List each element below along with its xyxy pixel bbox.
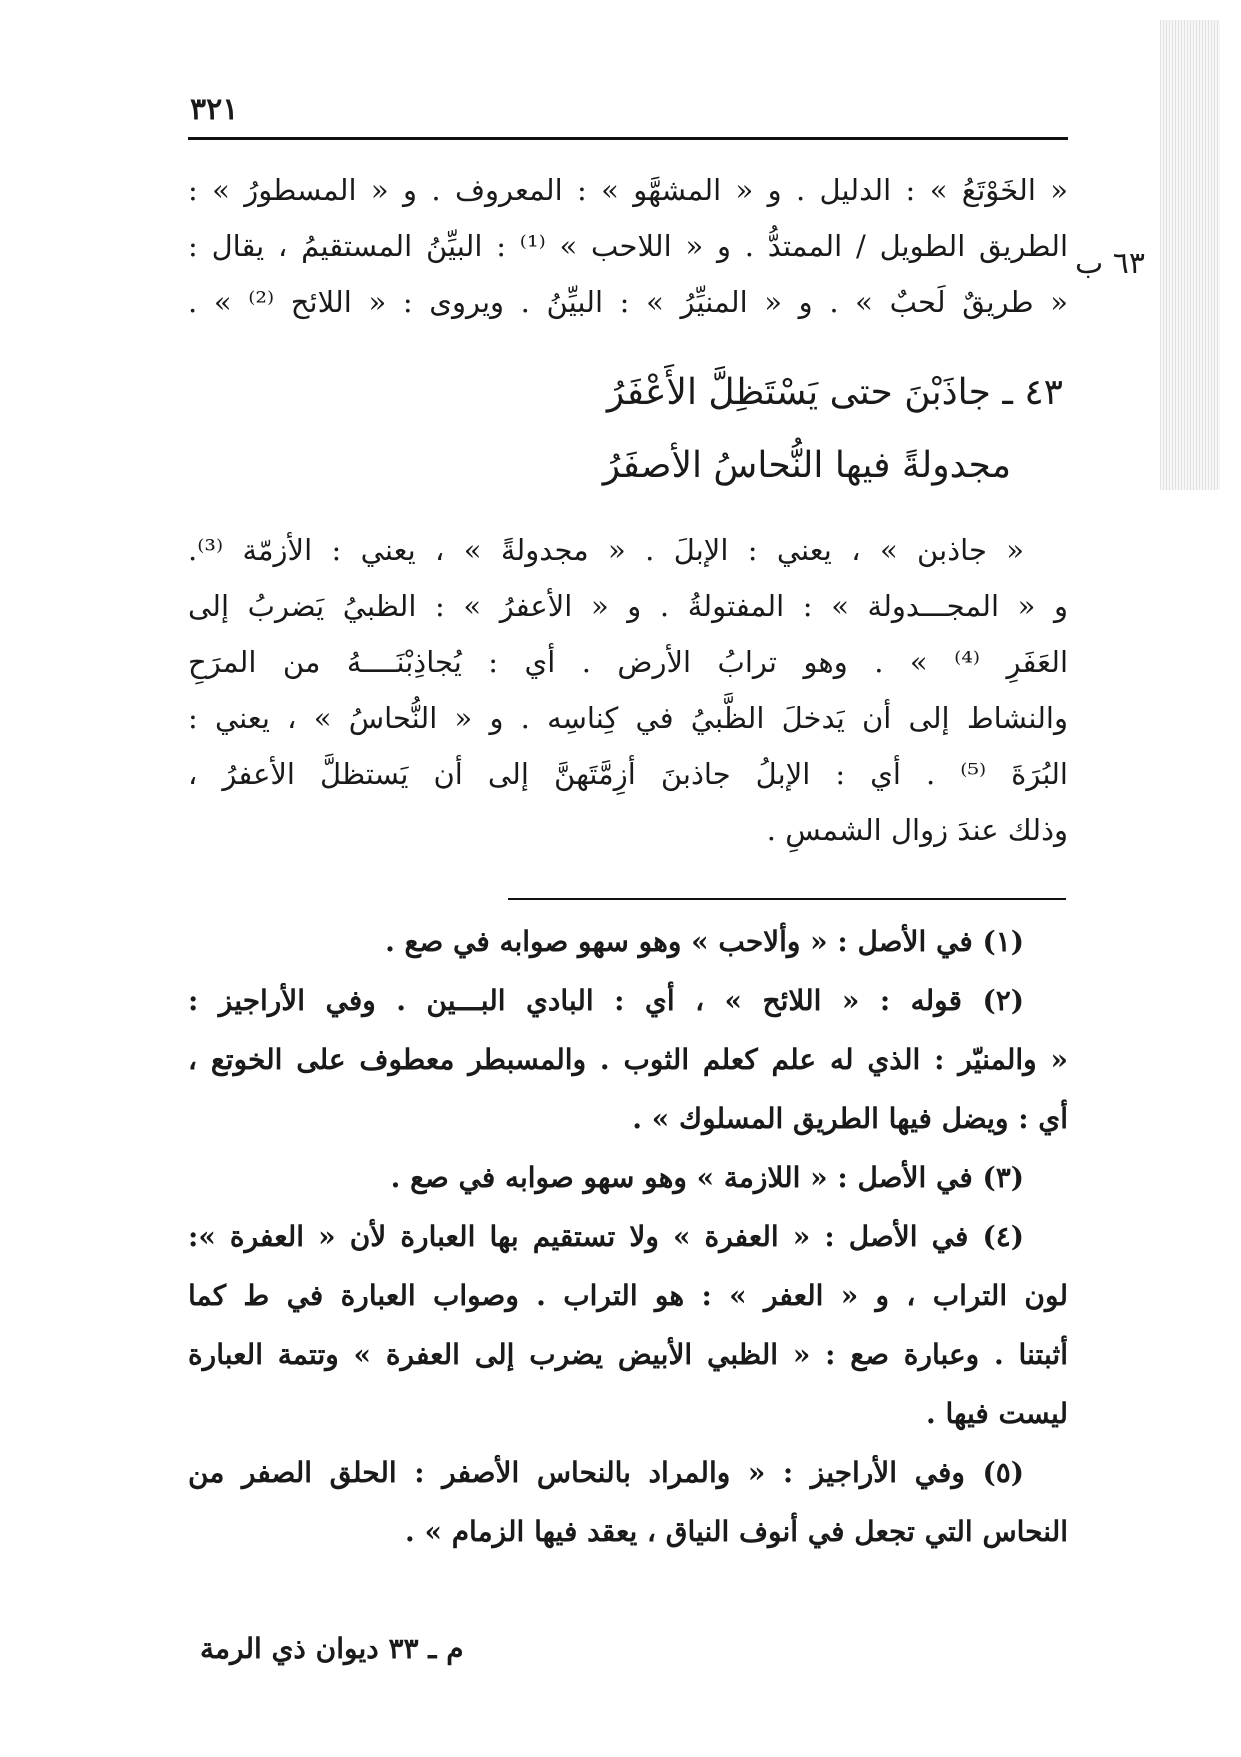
header-rule bbox=[188, 137, 1068, 140]
commentary-line: « جاذبن » ، يعني : الإبلَ . « مجدولةً » ، يعني : الأزمّة ⁽³⁾. bbox=[188, 533, 1024, 567]
commentary-line: والنشاط إلى أن يَدخلَ الظَّبيُ في كِناسِه . و « النُّحاسُ » ، يعني : bbox=[188, 701, 1068, 735]
footnote-line: أي : ويضل فيها الطريق المسلوك » . bbox=[632, 1102, 1068, 1135]
commentary-line: البُرَةَ ⁽⁵⁾ . أي : الإبلُ جاذبنَ أزِمَّتَهنَّ إلى أن يَستظلَّ الأعفرُ ، bbox=[188, 757, 1068, 791]
footnote-line: (٥) وفي الأراجيز : « والمراد بالنحاس الأصفر : الحلق الصفر من bbox=[188, 1456, 1024, 1489]
footnote-line: « والمنيّر : الذي له علم كعلم الثوب . والمسبطر معطوف على الخوتع ، bbox=[188, 1043, 1068, 1076]
commentary-line: و « المجـــدولة » : المفتولةُ . و « الأعفرُ » : الظبيُ يَضربُ إلى bbox=[188, 589, 1068, 623]
manuscript-folio-note: ٦٣ ب bbox=[1075, 246, 1146, 281]
footnote-line: (٢) قوله : « اللائح » ، أي : البادي البـــين . وفي الأراجيز : bbox=[188, 984, 1024, 1017]
commentary-line: « الخَوْتَعُ » : الدليل . و « المشهَّو » : المعروف . و « المسطورُ » : bbox=[188, 173, 1068, 207]
footnote-line: لون التراب ، و « العفر » : هو التراب . وصواب العبارة في ط كما bbox=[188, 1279, 1068, 1312]
signature-line: م ـ ٣٣ ديوان ذي الرمة bbox=[200, 1632, 464, 1665]
footnote-line: (٣) في الأصل : « اللازمة » وهو سهو صوابه في صع . bbox=[390, 1161, 1024, 1194]
commentary-line: « طريقٌ لَحبٌ » . و « المنيِّرُ » : البيِّنُ . ويروى : « اللائح ⁽²⁾ » . bbox=[188, 285, 1068, 319]
page-number: ٣٢١ bbox=[190, 92, 239, 127]
footnote-line: النحاس التي تجعل في أنوف النياق ، يعقد فيها الزمام » . bbox=[404, 1515, 1068, 1548]
verse-hemistich-1: ٤٣ ـ جاذَبْنَ حتى يَسْتَظِلَّ الأَعْفَرُ bbox=[606, 372, 1063, 413]
commentary-top bbox=[188, 162, 1068, 330]
commentary-line: وذلك عندَ زوال الشمسِ . bbox=[766, 813, 1068, 847]
commentary-main bbox=[188, 522, 1068, 858]
footnote-line: (١) في الأصل : « وألاحب » وهو سهو صوابه في صع . bbox=[385, 925, 1024, 958]
verse-hemistich-2: مجدولةً فيها النُّحاسُ الأصفَرُ bbox=[602, 445, 1011, 486]
page-edge-shadow bbox=[1160, 20, 1220, 490]
footnote-separator bbox=[508, 898, 1066, 900]
commentary-line: الطريق الطويل / الممتدُّ . و « اللاحب » ⁽¹⁾ : البيِّنُ المستقيمُ ، يقال : bbox=[188, 229, 1068, 263]
commentary-line: العَفَرِ ⁽⁴⁾ » . وهو ترابُ الأرض . أي : يُجاذِبْنَــــهُ من المرَحِ bbox=[188, 645, 1068, 679]
footnote-line: ليست فيها . bbox=[926, 1397, 1068, 1430]
footnote-line: (٤) في الأصل : « العفرة » ولا تستقيم بها العبارة لأن « العفرة »: bbox=[188, 1220, 1024, 1253]
footnote-line: أثبتنا . وعبارة صع : « الظبي الأبيض يضرب إلى العفرة » وتتمة العبارة bbox=[188, 1338, 1068, 1371]
footnotes bbox=[188, 912, 1068, 1561]
